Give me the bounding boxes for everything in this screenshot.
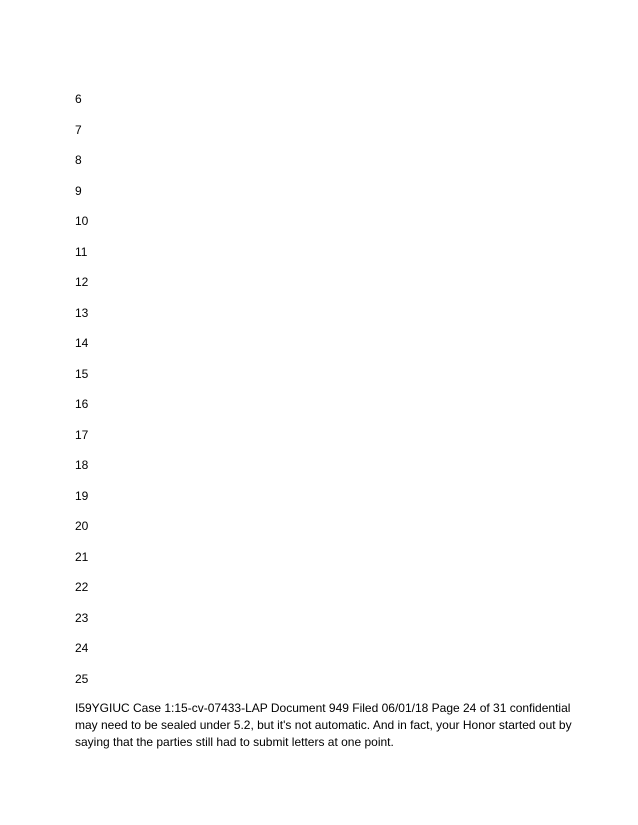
line-number: 7 [75, 122, 82, 137]
line-number: 9 [75, 183, 82, 198]
line-number: 17 [75, 427, 89, 442]
line-number: 15 [75, 366, 89, 381]
line-number: 20 [75, 519, 89, 533]
line-number: 21 [75, 549, 89, 564]
line-number: 24 [75, 641, 89, 655]
line-number: 8 [75, 153, 82, 167]
line-number: 6 [75, 92, 82, 106]
line-number: 11 [75, 244, 88, 259]
line-number: 16 [75, 397, 89, 411]
line-number: 12 [75, 275, 89, 289]
line-number-column [75, 91, 88, 701]
line-number: 18 [75, 458, 89, 472]
line-number: 22 [75, 580, 89, 594]
line-number: 19 [75, 488, 89, 503]
line-number: 23 [75, 610, 89, 625]
line-number: 13 [75, 305, 89, 320]
transcript-paragraph: I59YGIUC Case 1:15-cv-07433-LAP Document 949 Filed 06/01/18 Page 24 of 31 confidential may need to be sealed under 5.2, but it's not automatic. And in fact, your Honor started out by saying that the parties still had to submit letters at one point. [75, 701, 572, 749]
line-number: 14 [75, 336, 89, 350]
line-number: 10 [75, 214, 89, 228]
line-number: 25 [75, 671, 89, 686]
